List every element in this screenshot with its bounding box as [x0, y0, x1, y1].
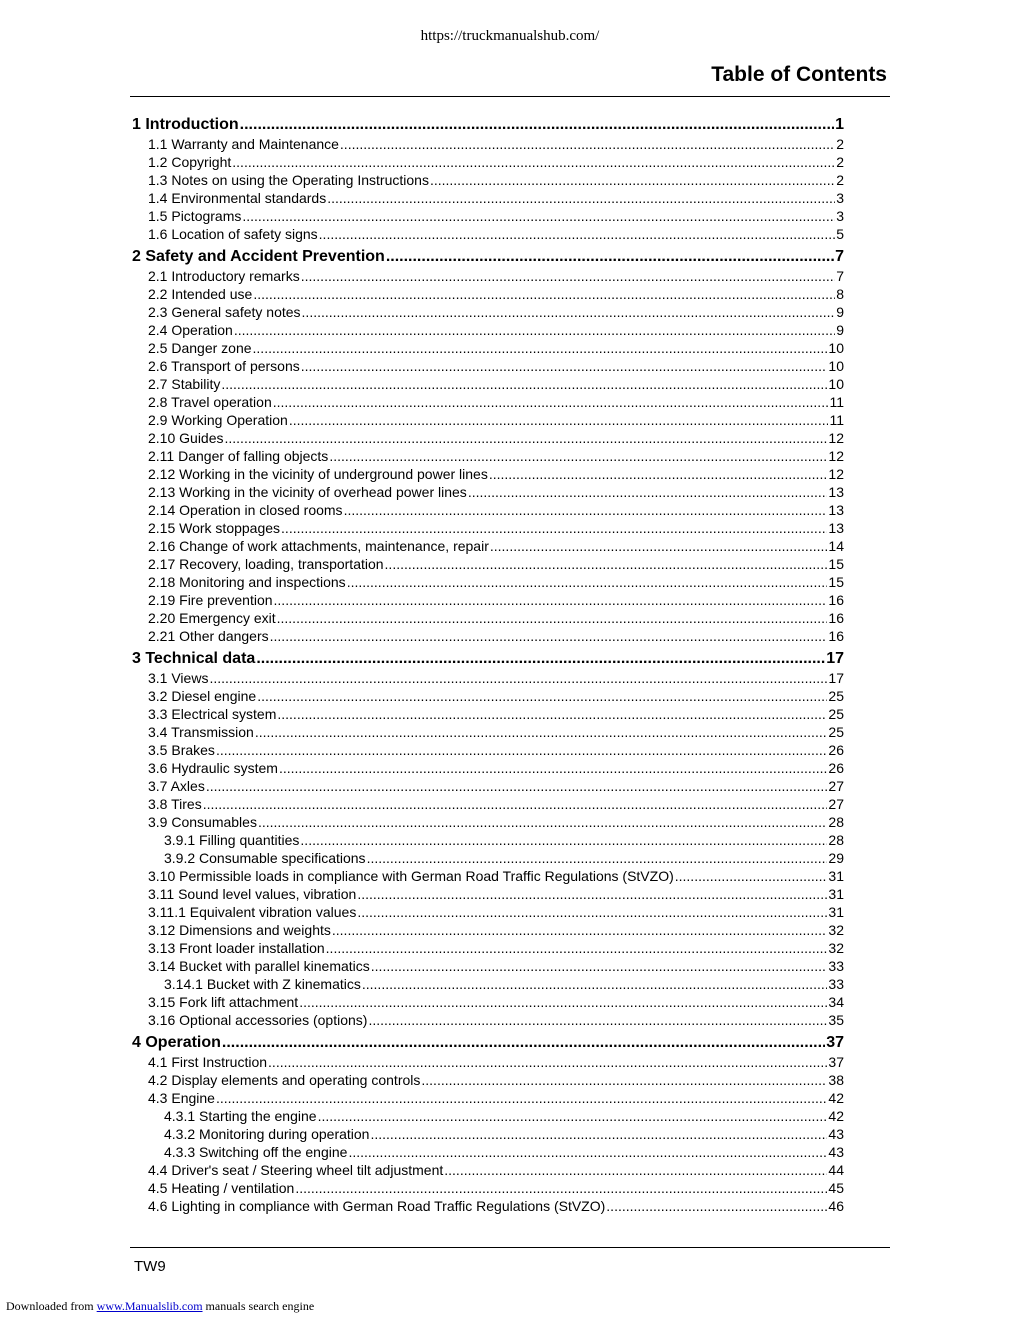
toc-entry-title: 2.11 Danger of falling objects	[148, 448, 329, 464]
toc-leader-dots	[216, 1090, 827, 1106]
toc-leader-dots	[301, 358, 828, 374]
toc-entry-title: 1.1 Warranty and Maintenance	[148, 136, 339, 152]
toc-entry-page: 27	[828, 778, 844, 794]
toc-entry-title: 2.3 General safety notes	[148, 304, 301, 320]
toc-leader-dots	[421, 1072, 827, 1088]
toc-entry-title: 1.2 Copyright	[148, 154, 232, 170]
toc-entry-title: 4.2 Display elements and operating controls	[148, 1072, 421, 1088]
toc-leader-dots	[489, 466, 828, 482]
toc-entry-page: 26	[828, 742, 844, 758]
toc-leader-dots	[675, 868, 828, 884]
download-prefix: Downloaded from	[6, 1299, 94, 1313]
toc-leader-dots	[318, 1108, 828, 1124]
toc-entry[interactable]	[132, 226, 844, 244]
toc-entry-page: 10	[828, 376, 844, 392]
toc-entry-title: 1.4 Environmental standards	[148, 190, 327, 206]
toc-leader-dots	[253, 286, 835, 302]
toc-entry-page: 37	[828, 1054, 844, 1070]
toc-entry[interactable]	[132, 958, 844, 976]
toc-entry[interactable]	[132, 1090, 844, 1108]
toc-entry[interactable]	[132, 976, 844, 994]
toc-leader-dots	[242, 208, 835, 224]
toc-entry[interactable]	[132, 412, 844, 430]
toc-entry[interactable]	[132, 706, 844, 724]
toc-leader-dots	[300, 832, 827, 848]
toc-entry-page: 3	[836, 208, 844, 224]
toc-leader-dots	[444, 1162, 827, 1178]
toc-entry-page: 13	[828, 520, 844, 536]
toc-entry-title: 2.15 Work stoppages	[148, 520, 281, 536]
toc-entry[interactable]	[132, 466, 844, 484]
toc-entry-title: 2.17 Recovery, loading, transportation	[148, 556, 384, 572]
toc-entry[interactable]	[132, 556, 844, 574]
toc-entry[interactable]	[132, 538, 844, 556]
download-suffix: manuals search engine	[205, 1299, 315, 1313]
toc-entry-title: 2.6 Transport of persons	[148, 358, 300, 374]
toc-entry[interactable]	[132, 1144, 844, 1162]
toc-entry-page: 33	[828, 958, 844, 974]
toc-leader-dots	[348, 1144, 827, 1160]
toc-entry[interactable]	[132, 190, 844, 208]
toc-entry[interactable]	[132, 208, 844, 226]
toc-leader-dots	[273, 394, 829, 410]
toc-entry-page: 8	[836, 286, 844, 302]
toc-entry[interactable]	[132, 340, 844, 358]
table-of-contents	[132, 116, 844, 1216]
toc-leader-dots	[257, 688, 827, 704]
toc-leader-dots	[385, 556, 828, 572]
toc-entry[interactable]	[132, 1180, 844, 1198]
toc-entry-title: 3 Technical data	[132, 650, 256, 667]
toc-entry-page: 9	[836, 304, 844, 320]
toc-leader-dots	[256, 650, 825, 668]
toc-leader-dots	[274, 592, 828, 608]
footer-code: TW9	[134, 1258, 166, 1275]
toc-entry[interactable]	[132, 610, 844, 628]
toc-leader-dots	[370, 1126, 827, 1142]
toc-leader-dots	[289, 412, 829, 428]
toc-leader-dots	[490, 538, 828, 554]
toc-entry-title: 4.4 Driver's seat / Steering wheel tilt adjustment	[148, 1162, 444, 1178]
toc-leader-dots	[225, 430, 828, 446]
toc-entry-title: 3.12 Dimensions and weights	[148, 922, 331, 938]
toc-entry-title: 1 Introduction	[132, 116, 239, 133]
toc-entry-page: 46	[828, 1198, 844, 1214]
toc-entry-title: 3.9 Consumables	[148, 814, 257, 830]
toc-entry-title: 3.9.1 Filling quantities	[164, 832, 300, 848]
toc-entry-title: 2.2 Intended use	[148, 286, 253, 302]
toc-entry[interactable]	[132, 322, 844, 340]
toc-entry-title: 3.9.2 Consumable specifications	[164, 850, 366, 866]
toc-entry-title: 2.14 Operation in closed rooms	[148, 502, 343, 518]
toc-entry-title: 2.1 Introductory remarks	[148, 268, 300, 284]
toc-entry[interactable]	[132, 1034, 844, 1054]
toc-leader-dots	[232, 154, 835, 170]
toc-entry-page: 12	[828, 430, 844, 446]
toc-entry-page: 16	[828, 592, 844, 608]
toc-entry-title: 3.1 Views	[148, 670, 209, 686]
toc-leader-dots	[386, 248, 834, 266]
toc-entry-title: 3.13 Front loader installation	[148, 940, 325, 956]
toc-entry[interactable]	[132, 484, 844, 502]
toc-entry[interactable]	[132, 448, 844, 466]
toc-entry-title: 3.16 Optional accessories (options)	[148, 1012, 368, 1028]
toc-entry-title: 4.1 First Instruction	[148, 1054, 268, 1070]
toc-entry-page: 15	[828, 556, 844, 572]
toc-entry-title: 3.14 Bucket with parallel kinematics	[148, 958, 370, 974]
toc-leader-dots	[281, 520, 827, 536]
toc-entry[interactable]	[132, 814, 844, 832]
toc-entry[interactable]	[132, 628, 844, 646]
toc-leader-dots	[319, 226, 836, 242]
toc-entry-page: 25	[828, 706, 844, 722]
toc-entry-title: 3.11.1 Equivalent vibration values	[148, 904, 357, 920]
toc-entry[interactable]	[132, 136, 844, 154]
toc-leader-dots	[299, 994, 827, 1010]
toc-entry[interactable]	[132, 172, 844, 190]
toc-entry-page: 14	[828, 538, 844, 554]
toc-entry-title: 2.20 Emergency exit	[148, 610, 276, 626]
toc-entry-page: 10	[828, 340, 844, 356]
toc-entry-page: 26	[828, 760, 844, 776]
toc-entry-page: 1	[835, 116, 844, 133]
toc-leader-dots	[222, 1034, 825, 1052]
toc-entry[interactable]	[132, 154, 844, 172]
toc-entry-page: 44	[828, 1162, 844, 1178]
toc-entry-page: 9	[836, 322, 844, 338]
toc-entry-title: 1.3 Notes on using the Operating Instructions	[148, 172, 429, 188]
toc-entry-title: 4.3.3 Switching off the engine	[164, 1144, 348, 1160]
toc-entry-page: 33	[828, 976, 844, 992]
toc-leader-dots	[371, 958, 828, 974]
toc-entry-page: 29	[828, 850, 844, 866]
toc-entry-title: 2.10 Guides	[148, 430, 224, 446]
toc-leader-dots	[277, 610, 828, 626]
toc-entry-page: 43	[828, 1126, 844, 1142]
toc-leader-dots	[326, 940, 828, 956]
toc-leader-dots	[277, 706, 827, 722]
toc-entry[interactable]	[132, 688, 844, 706]
toc-entry[interactable]	[132, 832, 844, 850]
toc-entry[interactable]	[132, 742, 844, 760]
toc-entry-page: 45	[828, 1180, 844, 1196]
toc-leader-dots	[240, 116, 834, 134]
toc-entry-page: 12	[828, 466, 844, 482]
toc-entry-page: 43	[828, 1144, 844, 1160]
toc-entry-page: 35	[828, 1012, 844, 1028]
toc-entry[interactable]	[132, 430, 844, 448]
toc-entry-title: 2.5 Danger zone	[148, 340, 252, 356]
toc-entry-title: 2.16 Change of work attachments, maintenance, repair	[148, 538, 489, 554]
toc-entry-page: 10	[828, 358, 844, 374]
toc-entry[interactable]	[132, 650, 844, 670]
toc-entry-page: 31	[828, 868, 844, 884]
toc-entry[interactable]	[132, 760, 844, 778]
toc-entry-page: 16	[828, 610, 844, 626]
toc-entry[interactable]	[132, 358, 844, 376]
toc-entry[interactable]	[132, 1072, 844, 1090]
toc-leader-dots	[357, 886, 827, 902]
toc-leader-dots	[270, 628, 828, 644]
toc-leader-dots	[302, 304, 836, 320]
toc-entry-page: 17	[826, 650, 844, 667]
toc-leader-dots	[234, 322, 835, 338]
toc-entry-page: 16	[828, 628, 844, 644]
toc-entry-page: 32	[828, 940, 844, 956]
toc-entry-page: 13	[828, 484, 844, 500]
toc-entry[interactable]	[132, 1198, 844, 1216]
toc-entry-page: 15	[828, 574, 844, 590]
toc-leader-dots	[344, 502, 828, 518]
toc-entry-title: 2.7 Stability	[148, 376, 221, 392]
toc-entry-page: 5	[836, 226, 844, 242]
toc-leader-dots	[606, 1198, 827, 1214]
toc-entry-page: 2	[836, 154, 844, 170]
toc-entry-page: 11	[829, 412, 844, 428]
toc-entry-title: 3.4 Transmission	[148, 724, 254, 740]
toc-entry-title: 3.7 Axles	[148, 778, 205, 794]
toc-entry-title: 3.5 Brakes	[148, 742, 215, 758]
toc-leader-dots	[268, 1054, 827, 1070]
toc-entry[interactable]	[132, 592, 844, 610]
toc-entry[interactable]	[132, 796, 844, 814]
manualslib-link[interactable]: www.Manualslib.com	[96, 1299, 203, 1313]
toc-entry-title: 4.3.2 Monitoring during operation	[164, 1126, 370, 1142]
toc-entry-title: 2.13 Working in the vicinity of overhead power lines	[148, 484, 467, 500]
toc-entry-page: 34	[828, 994, 844, 1010]
toc-entry-title: 1.5 Pictograms	[148, 208, 242, 224]
toc-entry-page: 37	[826, 1034, 844, 1051]
toc-entry-title: 2.9 Working Operation	[148, 412, 288, 428]
toc-entry[interactable]	[132, 940, 844, 958]
toc-entry-page: 7	[836, 268, 844, 284]
toc-entry-page: 25	[828, 724, 844, 740]
toc-leader-dots	[301, 268, 835, 284]
toc-entry-title: 4 Operation	[132, 1034, 221, 1051]
toc-entry-title: 3.11 Sound level values, vibration	[148, 886, 357, 902]
toc-entry-title: 3.10 Permissible loads in compliance with German Road Traffic Regulations (StVZO)	[148, 868, 674, 884]
toc-leader-dots	[468, 484, 828, 500]
toc-entry-title: 1.6 Location of safety signs	[148, 226, 318, 242]
toc-entry-page: 3	[836, 190, 844, 206]
toc-entry-title: 4.3.1 Starting the engine	[164, 1108, 317, 1124]
toc-entry-page: 28	[828, 832, 844, 848]
toc-entry[interactable]	[132, 922, 844, 940]
header-divider	[130, 96, 890, 97]
toc-entry[interactable]	[132, 1108, 844, 1126]
toc-entry[interactable]	[132, 904, 844, 922]
toc-entry-page: 12	[828, 448, 844, 464]
toc-leader-dots	[221, 376, 827, 392]
toc-entry[interactable]	[132, 724, 844, 742]
toc-leader-dots	[329, 448, 827, 464]
toc-entry-page: 7	[835, 248, 844, 265]
page-title: Table of Contents	[711, 63, 887, 86]
header-url: https://truckmanualshub.com/	[420, 28, 600, 44]
toc-entry[interactable]	[132, 304, 844, 322]
toc-entry-page: 42	[828, 1108, 844, 1124]
toc-entry[interactable]	[132, 1054, 844, 1072]
toc-entry[interactable]	[132, 394, 844, 412]
toc-entry-title: 3.8 Tires	[148, 796, 202, 812]
toc-entry-page: 42	[828, 1090, 844, 1106]
toc-entry[interactable]	[132, 994, 844, 1012]
toc-entry-title: 2.18 Monitoring and inspections	[148, 574, 346, 590]
toc-entry[interactable]	[132, 670, 844, 688]
toc-entry-page: 13	[828, 502, 844, 518]
toc-entry[interactable]	[132, 778, 844, 796]
toc-leader-dots	[295, 1180, 827, 1196]
toc-entry[interactable]	[132, 886, 844, 904]
toc-leader-dots	[327, 190, 835, 206]
toc-leader-dots	[255, 724, 828, 740]
toc-entry-title: 3.2 Diesel engine	[148, 688, 257, 704]
toc-leader-dots	[332, 922, 828, 938]
toc-entry[interactable]	[132, 248, 844, 268]
toc-entry[interactable]	[132, 850, 844, 868]
toc-leader-dots	[258, 814, 827, 830]
toc-leader-dots	[279, 760, 827, 776]
toc-entry[interactable]	[132, 286, 844, 304]
toc-entry-page: 2	[836, 136, 844, 152]
toc-entry-title: 3.15 Fork lift attachment	[148, 994, 299, 1010]
toc-entry-title: 3.14.1 Bucket with Z kinematics	[164, 976, 361, 992]
toc-leader-dots	[340, 136, 835, 152]
toc-entry-page: 11	[829, 394, 844, 410]
toc-entry[interactable]	[132, 868, 844, 886]
footer-divider	[130, 1247, 890, 1248]
toc-entry-title: 2.4 Operation	[148, 322, 233, 338]
toc-leader-dots	[357, 904, 827, 920]
toc-leader-dots	[203, 796, 828, 812]
toc-entry-title: 3.3 Electrical system	[148, 706, 277, 722]
toc-entry-title: 4.3 Engine	[148, 1090, 215, 1106]
toc-leader-dots	[367, 850, 828, 866]
toc-entry[interactable]	[132, 268, 844, 286]
toc-leader-dots	[430, 172, 835, 188]
toc-entry-page: 2	[836, 172, 844, 188]
toc-entry-title: 2.19 Fire prevention	[148, 592, 273, 608]
toc-entry-title: 4.6 Lighting in compliance with German Road Traffic Regulations (StVZO)	[148, 1198, 606, 1214]
toc-entry-title: 2.12 Working in the vicinity of underground power lines	[148, 466, 488, 482]
toc-leader-dots	[368, 1012, 827, 1028]
toc-entry[interactable]	[132, 502, 844, 520]
toc-entry-title: 2 Safety and Accident Prevention	[132, 248, 385, 265]
toc-leader-dots	[347, 574, 828, 590]
download-note	[6, 1299, 314, 1314]
toc-entry-page: 31	[828, 904, 844, 920]
toc-entry[interactable]	[132, 1126, 844, 1144]
toc-entry-title: 3.6 Hydraulic system	[148, 760, 278, 776]
toc-entry-page: 27	[828, 796, 844, 812]
toc-entry-page: 32	[828, 922, 844, 938]
toc-entry[interactable]	[132, 574, 844, 592]
toc-entry[interactable]	[132, 1162, 844, 1180]
toc-leader-dots	[216, 742, 827, 758]
toc-entry[interactable]	[132, 1012, 844, 1030]
toc-entry-title: 2.8 Travel operation	[148, 394, 272, 410]
toc-entry-title: 4.5 Heating / ventilation	[148, 1180, 295, 1196]
toc-entry-page: 28	[828, 814, 844, 830]
toc-entry[interactable]	[132, 116, 844, 136]
toc-leader-dots	[253, 340, 828, 356]
toc-entry-page: 31	[828, 886, 844, 902]
toc-leader-dots	[362, 976, 828, 992]
toc-entry-title: 2.21 Other dangers	[148, 628, 269, 644]
toc-leader-dots	[206, 778, 828, 794]
toc-entry[interactable]	[132, 520, 844, 538]
toc-entry-page: 25	[828, 688, 844, 704]
toc-leader-dots	[209, 670, 827, 686]
toc-entry[interactable]	[132, 376, 844, 394]
toc-entry-page: 38	[828, 1072, 844, 1088]
toc-entry-page: 17	[828, 670, 844, 686]
